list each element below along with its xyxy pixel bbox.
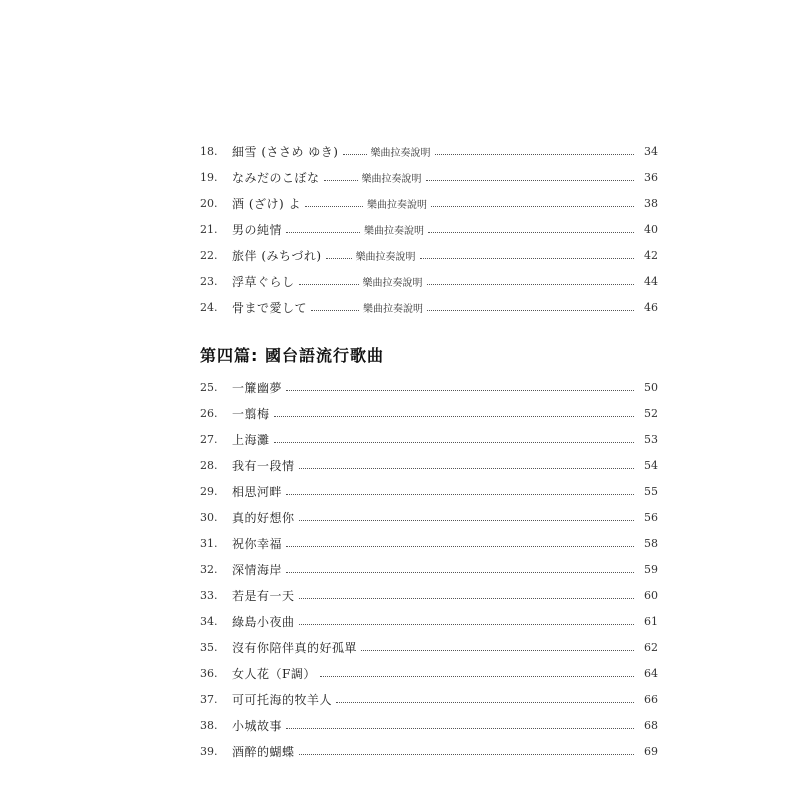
entry-title: 旅伴 (みちづれ): [232, 248, 322, 263]
dot-leader: [286, 572, 634, 573]
entry-page: 56: [644, 510, 658, 524]
dot-leader: [299, 754, 634, 755]
dot-leader: [326, 258, 352, 259]
toc-entry: [200, 715, 658, 735]
entry-title: 沒有你陪伴真的好孤單: [232, 640, 358, 655]
entry-page: 55: [644, 484, 658, 498]
dot-leader: [427, 284, 634, 285]
entry-page: 44: [644, 274, 658, 288]
entry-page: 36: [644, 170, 658, 184]
toc-entry: [200, 193, 658, 213]
dot-leader: [426, 180, 634, 181]
entry-number: 28.: [200, 458, 218, 472]
toc-entry: [200, 271, 658, 291]
entry-number: 31.: [200, 536, 218, 550]
dot-leader: [343, 154, 367, 155]
entry-title: 相思河畔: [232, 484, 283, 499]
dot-leader: [311, 310, 359, 311]
entry-title: 我有一段情: [232, 458, 295, 473]
entry-number: 30.: [200, 510, 218, 524]
toc-entry: [200, 429, 658, 449]
entry-title: 細雪 (ささめ ゆき): [232, 144, 339, 159]
entry-number: 26.: [200, 406, 218, 420]
toc-entry: [200, 637, 658, 657]
entry-number: 25.: [200, 380, 218, 394]
entry-number: 21.: [200, 222, 218, 236]
dot-leader: [427, 310, 634, 311]
toc-entry: [200, 559, 658, 579]
dot-leader: [299, 624, 634, 625]
toc-entry: [200, 689, 658, 709]
entry-page: 68: [644, 718, 658, 732]
entry-title: 酒醉的蝴蝶: [232, 744, 295, 759]
entry-note: 樂曲拉奏說明: [361, 173, 422, 185]
entry-page: 58: [644, 536, 658, 550]
entry-title: 若是有一天: [232, 588, 295, 603]
entry-title: 骨まで愛して: [232, 300, 308, 315]
entry-number: 29.: [200, 484, 218, 498]
entry-title: 酒 (ざけ) よ: [232, 196, 301, 211]
toc-entry: [200, 741, 658, 761]
entry-number: 18.: [200, 144, 218, 158]
toc-entry: [200, 377, 658, 397]
entry-page: 69: [644, 744, 658, 758]
entry-title: 一簾幽夢: [232, 380, 283, 395]
entry-title: 真的好想你: [232, 510, 295, 525]
dot-leader: [336, 702, 634, 703]
dot-leader: [324, 180, 358, 181]
entry-page: 59: [644, 562, 658, 576]
entry-note: 樂曲拉奏說明: [367, 199, 427, 211]
entry-title: 一翦梅: [232, 406, 270, 421]
entry-number: 32.: [200, 562, 218, 576]
toc-entry: [200, 245, 658, 265]
dot-leader: [305, 206, 363, 207]
entry-title: 深情海岸: [232, 562, 283, 577]
entry-number: 27.: [200, 432, 218, 446]
entry-title: 女人花（F調）: [232, 666, 316, 681]
entry-page: 52: [644, 406, 658, 420]
entry-page: 50: [644, 380, 658, 394]
toc-entry: [200, 297, 658, 317]
entry-note: 樂曲拉奏說明: [370, 147, 431, 159]
entry-page: 54: [644, 458, 658, 472]
entry-title: 上海灘: [232, 432, 270, 447]
toc-entry: [200, 455, 658, 475]
dot-leader: [299, 284, 359, 285]
entry-title: 可可托海的牧羊人: [232, 692, 333, 707]
dot-leader: [431, 206, 634, 207]
dot-leader: [286, 390, 634, 391]
toc-entry: [200, 403, 658, 423]
entry-page: 53: [644, 432, 658, 446]
entry-note: 樂曲拉奏說明: [362, 277, 423, 289]
entry-page: 66: [644, 692, 658, 706]
toc-entry: [200, 219, 658, 239]
section-heading: 第四篇: 國台語流行歌曲: [200, 346, 384, 365]
entry-page: 60: [644, 588, 658, 602]
entry-title: 祝你幸福: [232, 536, 283, 551]
entry-number: 22.: [200, 248, 218, 262]
dot-leader: [286, 546, 634, 547]
entry-page: 62: [644, 640, 658, 654]
entry-page: 34: [644, 144, 658, 158]
entry-note: 樂曲拉奏說明: [364, 225, 425, 237]
entry-note: 樂曲拉奏說明: [355, 251, 416, 263]
entry-number: 36.: [200, 666, 218, 680]
dot-leader: [286, 728, 634, 729]
entry-note: 樂曲拉奏說明: [363, 303, 424, 315]
toc-entry: [200, 167, 658, 187]
entry-title: 浮草ぐらし: [232, 274, 295, 289]
entry-number: 34.: [200, 614, 218, 628]
entry-number: 38.: [200, 718, 218, 732]
entry-number: 39.: [200, 744, 218, 758]
entry-page: 61: [644, 614, 658, 628]
entry-title: なみだのこぼな: [232, 170, 320, 185]
entry-number: 23.: [200, 274, 218, 288]
entry-title: 男の純情: [232, 222, 283, 237]
toc-entry: [200, 481, 658, 501]
entry-title: 綠島小夜曲: [232, 614, 295, 629]
toc-entry: [200, 585, 658, 605]
dot-leader: [420, 258, 634, 259]
dot-leader: [428, 232, 634, 233]
toc-entry: [200, 507, 658, 527]
dot-leader: [435, 154, 635, 155]
dot-leader: [286, 494, 634, 495]
toc-entry: [200, 533, 658, 553]
entry-number: 33.: [200, 588, 218, 602]
toc-entry: [200, 141, 658, 161]
dot-leader: [320, 676, 634, 677]
dot-leader: [274, 416, 634, 417]
dot-leader: [274, 442, 634, 443]
toc-entry: [200, 611, 658, 631]
entry-page: 38: [644, 196, 658, 210]
dot-leader: [299, 598, 634, 599]
dot-leader: [286, 232, 360, 233]
entry-number: 24.: [200, 300, 218, 314]
entry-page: 42: [644, 248, 658, 262]
entry-number: 37.: [200, 692, 218, 706]
entry-page: 46: [644, 300, 658, 314]
dot-leader: [299, 520, 634, 521]
entry-page: 64: [644, 666, 658, 680]
entry-page: 40: [644, 222, 658, 236]
entry-number: 35.: [200, 640, 218, 654]
dot-leader: [361, 650, 634, 651]
toc-entry: [200, 663, 658, 683]
entry-number: 19.: [200, 170, 218, 184]
dot-leader: [299, 468, 634, 469]
entry-number: 20.: [200, 196, 218, 210]
entry-title: 小城故事: [232, 718, 283, 733]
